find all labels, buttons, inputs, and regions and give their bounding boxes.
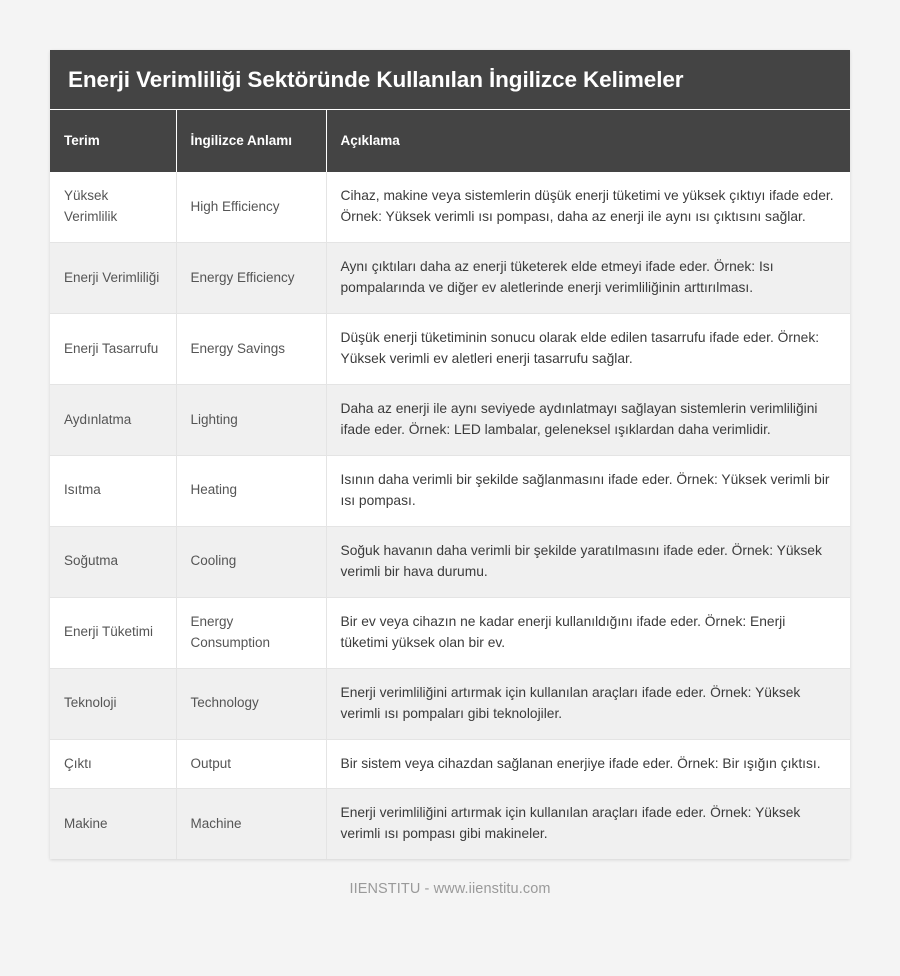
cell-description: Cihaz, makine veya sistemlerin düşük enerji tüketimi ve yüksek çıktıyı ifade eder. Örnek: Yüksek verimli ısı pompası, daha az enerji ile aynı ısı çıktısını sağlar.: [326, 172, 850, 242]
cell-description: Bir sistem veya cihazdan sağlanan enerjiye ifade eder. Örnek: Bir ışığın çıktısı.: [326, 739, 850, 789]
table-header-row: [50, 110, 850, 172]
cell-description: Daha az enerji ile aynı seviyede aydınlatmayı sağlayan sistemlerin verimliliğini ifade eder. Örnek: LED lambalar, geleneksel ışıklardan daha verimlidir.: [326, 384, 850, 455]
column-header-term: Terim: [50, 110, 176, 172]
table-row: [50, 455, 850, 526]
page-title: Enerji Verimliliği Sektöründe Kullanılan İngilizce Kelimeler: [68, 66, 684, 92]
cell-english: Lighting: [176, 384, 326, 455]
cell-description: Bir ev veya cihazın ne kadar enerji kullanıldığını ifade eder. Örnek: Enerji tüketimi yüksek olan bir ev.: [326, 597, 850, 668]
table-row: [50, 668, 850, 739]
table-body: [50, 172, 850, 859]
cell-term: Isıtma: [50, 455, 176, 526]
vocabulary-card: [50, 50, 850, 859]
cell-english: Technology: [176, 668, 326, 739]
footer-attribution: IIENSTITU - www.iienstitu.com: [349, 881, 551, 898]
cell-english: High Efficiency: [176, 172, 326, 242]
cell-term: Enerji Tasarrufu: [50, 313, 176, 384]
cell-term: Teknoloji: [50, 668, 176, 739]
cell-term: Enerji Tüketimi: [50, 597, 176, 668]
cell-description: Enerji verimliliğini artırmak için kullanılan araçları ifade eder. Örnek: Yüksek verimli ısı pompaları gibi teknolojiler.: [326, 668, 850, 739]
table-row: [50, 313, 850, 384]
column-header-description: Açıklama: [326, 110, 850, 172]
cell-english: Energy Consumption: [176, 597, 326, 668]
cell-english: Energy Savings: [176, 313, 326, 384]
table-header: [50, 110, 850, 172]
card-title-bar: [50, 50, 850, 110]
cell-english: Energy Efficiency: [176, 242, 326, 313]
cell-english: Heating: [176, 455, 326, 526]
table-row: [50, 172, 850, 242]
cell-description: Isının daha verimli bir şekilde sağlanmasını ifade eder. Örnek: Yüksek verimli bir ısı pompası.: [326, 455, 850, 526]
column-header-english: İngilizce Anlamı: [176, 110, 326, 172]
cell-description: Enerji verimliliğini artırmak için kullanılan araçları ifade eder. Örnek: Yüksek verimli ısı pompası gibi makineler.: [340, 805, 801, 842]
cell-english: Output: [176, 739, 326, 789]
table-row: [50, 597, 850, 668]
table-row: [50, 739, 850, 789]
cell-description: Düşük enerji tüketiminin sonucu olarak elde edilen tasarrufu ifade eder. Örnek: Yüksek verimli ev aletleri enerji tasarrufu sağlar.: [326, 313, 850, 384]
cell-term: Yüksek Verimlilik: [50, 172, 176, 242]
cell-term: Makine: [50, 789, 176, 859]
table-row: [50, 384, 850, 455]
cell-english: Machine: [176, 789, 326, 859]
cell-description: Soğuk havanın daha verimli bir şekilde yaratılmasını ifade eder. Örnek: Yüksek verimli bir hava durumu.: [326, 526, 850, 597]
cell-term: Çıktı: [50, 739, 176, 789]
table-row: [50, 242, 850, 313]
table-row: [50, 526, 850, 597]
cell-term: Enerji Verimliliği: [50, 242, 176, 313]
vocabulary-table: [50, 110, 850, 859]
table-row: [50, 789, 850, 859]
cell-description: Aynı çıktıları daha az enerji tüketerek elde etmeyi ifade eder. Örnek: Isı pompalarında ve diğer ev aletlerinde enerji verimliliğinin arttırılması.: [326, 242, 850, 313]
cell-english: Cooling: [176, 526, 326, 597]
cell-term: Aydınlatma: [50, 384, 176, 455]
cell-term: Soğutma: [50, 526, 176, 597]
